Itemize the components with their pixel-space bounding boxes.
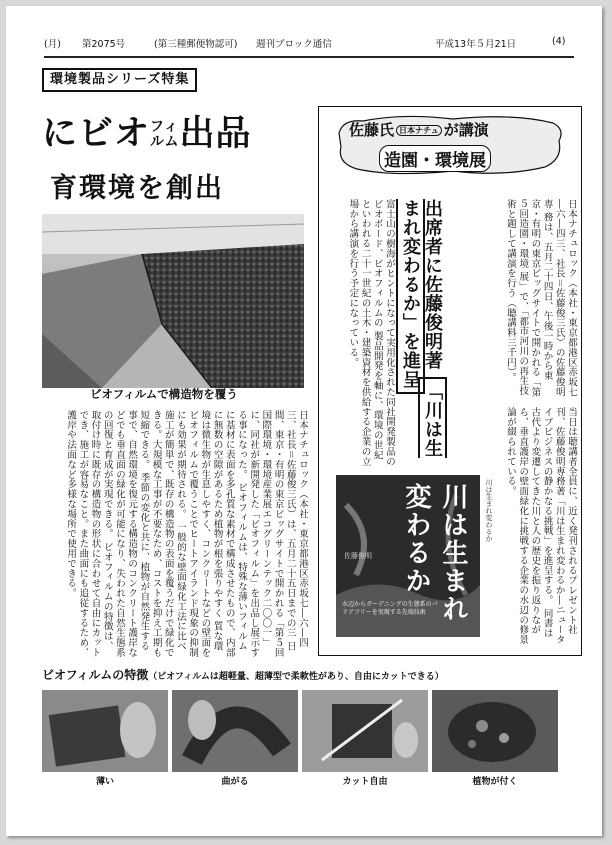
headline-line-1: 出席者に佐藤俊明著 [422,199,443,370]
feature-photo-plants [432,690,558,772]
issue-number: 第2075号 [82,39,126,50]
article-col-1: 日本ナチュロック（本社・東京都港区赤坂七―六―四三、社長＝佐藤俊三氏）は、五月二十五日までの三 [284,410,308,648]
newspaper-page [6,6,602,836]
book-title: 川は生まれ変わるか [401,483,468,623]
wall-greening-photo [42,214,304,388]
event-name: 造園・環境展 [379,145,491,172]
sub-headline: 育環境を創出 [50,173,224,204]
headline-line-2: 「川は生まれ変わるか」を進呈 [396,199,447,458]
headline-small-top: フィ [150,119,179,135]
header-rule [44,56,574,58]
article-col-6: 季節の変化と共に、植物が自然発生する事で、自然環境を復元する構造物のコンクリート護岸などでも垂直面の緑化が可能になり、失われた自然生態系の回復と育成が実現できる。 [101,410,150,658]
main-headline [42,106,251,156]
book-subtitle: 水辺からガーデニングの生態系のバリアフリーを実現する先端技術 [342,601,438,616]
month-mark: (月) [44,39,61,50]
feature-photo-thin [42,690,168,772]
article-col-5: 一般的な壁面緑化工法に比べ施工が簡単で、既存の構造物の表面を覆うだけで緑化できる。大規模な工事が不要なため、コストを抑え工期も短縮できる。 [138,410,186,658]
lecture-col-6: 当日は聴講者全員に、近く発刊されるプレゼント社刊、佐藤俊明専務著「川は生まれ変わるか―ニュータイプビジネスの静かなる挑戦」を進呈する。 [541,407,577,645]
page-header [44,36,584,52]
article-body [42,410,308,658]
company-ruby: 日本ナチュ [396,125,442,136]
photo-caption: ビオフィルムで構造物を覆う [90,387,238,401]
features-title: ビオフィルムの特徴 [42,668,149,682]
headline-small [150,120,179,150]
feature-photo-cut [302,690,428,772]
lecture-col-4: 富士山の樹海がヒントになって実用化された同社開発製品のビオボード、ビオフィルムの [371,199,395,467]
lecture-headline [399,199,443,469]
lecture-col-1: 日本ナチュロック（本社・東京都港区赤坂七―六―四三、社長＝佐藤俊三氏）の佐藤俊明専 [541,199,577,397]
series-label: 環境製品シリーズ特集 [42,68,197,92]
lecture-col-5: 製品開発を軸に、環境の世紀といわれる二十一世紀の土木・建築資材を供給する企業の立場から講演を行う予定になっている。 [347,199,383,467]
speaker-tail: が講演 [443,121,489,139]
lecture-col-7: 同書は古代より変遷してきた川と人の歴史を振り返りながら、垂直護岸の壁面緑化に挑戦する企業の水辺の修景論が綴られている。 [504,407,553,645]
lecture-speaker-line [349,119,489,140]
article-col-7: ビオフィルムの特徴は、取付け時に既存の構造物の形状に合わせて自由にカットでき、施工が容易なこと。また曲面にも追従するため、護岸や法面など多様な場所で使用できる。 [65,410,113,658]
headline-small-bottom: ルム [150,134,180,150]
lecture-body-bottom [501,407,577,647]
headline-tail: 出品 [179,114,252,154]
article-col-4: 質な環境は微生物が生息しやすく、コンクリートなどの壁面をビオフィルムで覆うことでヒートアイランド現象の抑制にも効果が期待される。 [174,410,223,658]
feature-caption-thin: 薄い [95,777,114,787]
book-spine: 川は生まれ変わるか [485,479,493,542]
lecture-banner [333,115,565,177]
article-col-3: ビオフィルムは、特殊な薄いフィルムに基材に表面を多孔質な素材で構成させたもので、内部に無数の空隙があるため植物が根を張りやすく [211,410,247,658]
lecture-body-mid [325,199,395,469]
article-col-2: 日間、東京・有明の東京ビッグサイトで開かれる「第５回国際環境・環境産業展エコグリーンテック二〇〇一」に、同社が新開発した「ビオフィルム」を出品し展示する事になった。 [235,410,296,658]
features-note: （ビオフィルムは超軽量、超薄型で柔軟性があり、自由にカットできる） [148,672,444,682]
lecture-article-box [318,106,582,656]
feature-caption-bend: 曲がる [221,777,249,787]
page-number: (4) [552,36,566,47]
book-author: 佐藤俊明 [344,552,372,560]
paper-name: 週刊ブロック通信 [256,39,332,50]
lecture-body-top [457,199,577,399]
features-heading [42,666,444,683]
book-cover [336,475,480,637]
mail-permit: (第三種郵便物認可) [154,39,238,50]
speaker-name: 佐藤氏 [349,121,395,139]
issue-date: 平成13年５月21日 [435,39,517,50]
feature-photo-bend [172,690,298,772]
lecture-col-3: 展」で、「都市河川の再生技術と題して講演を行う（聴講料三千円）。 [504,199,529,396]
lecture-col-2: 務は、五月二十四日、午後一時から東京・有明の東京ビッグサイトで開かれる「第５回造園・環境 [517,199,553,397]
headline-lead: にビオ [42,114,151,154]
feature-caption-plants: 植物が付く [472,777,518,787]
feature-caption-cut: カット自由 [342,777,388,787]
